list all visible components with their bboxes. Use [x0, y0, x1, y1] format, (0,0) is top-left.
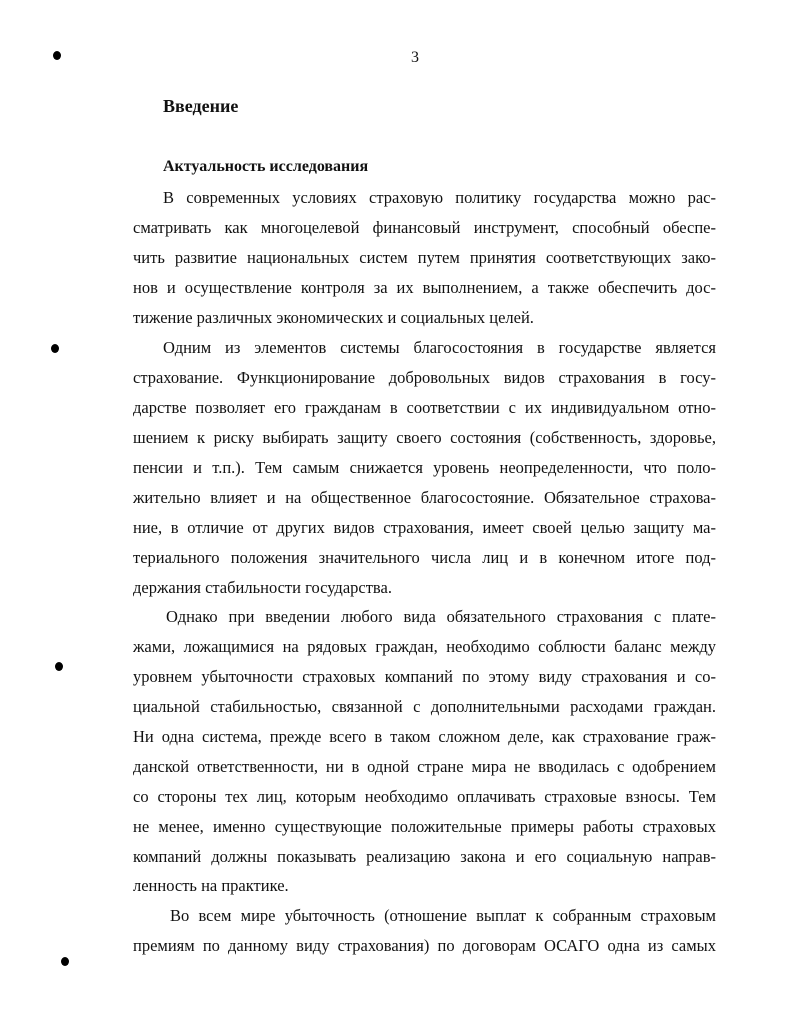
binder-hole-mark — [61, 957, 69, 966]
text-line: циальной стабильностью, связанной с дополнительными расходами граждан. — [133, 697, 716, 716]
text-line: уровнем убыточности страховых компаний по этому виду страхования и со- — [133, 667, 716, 686]
text-line: Во всем мире убыточность (отношение выплат к собранным страховым — [170, 906, 716, 925]
text-line: Одним из элементов системы благосостояния в государстве является — [163, 338, 716, 357]
text-line: держания стабильности государства. — [133, 578, 392, 597]
binder-hole-mark — [53, 51, 61, 60]
text-line: Ни одна система, прежде всего в таком сложном деле, как страхование граж- — [133, 727, 716, 746]
text-line: ленность на практике. — [133, 876, 289, 895]
text-line: териального положения значительного числа лиц и в конечном итоге под- — [133, 548, 716, 567]
text-line: нов и осуществление контроля за их выполнением, а также обеспечить дос- — [133, 278, 716, 297]
page-number: 3 — [411, 49, 419, 66]
binder-hole-mark — [55, 662, 63, 671]
text-line: чить развитие национальных систем путем принятия соответствующих зако- — [133, 248, 716, 267]
text-line: пенсии и т.п.). Тем самым снижается уровень неопределенности, что поло- — [133, 458, 716, 477]
text-line: жительно влияет и на общественное благосостояние. Обязательное страхова- — [133, 488, 716, 507]
text-line: Однако при введении любого вида обязательного страхования с плате- — [166, 607, 716, 626]
text-line: со стороны тех лиц, которым необходимо оплачивать страховые взносы. Тем — [133, 787, 716, 806]
text-line: жами, ложащимися на рядовых граждан, необходимо соблюсти баланс между — [133, 637, 716, 656]
subsection-heading: Актуальность исследования — [163, 158, 369, 175]
binder-hole-mark — [51, 344, 59, 353]
text-line: страхование. Функционирование добровольных видов страхования в госу- — [133, 368, 716, 387]
text-line: В современных условиях страховую политику государства можно рас- — [163, 188, 716, 207]
text-line: не менее, именно существующие положительные примеры работы страховых — [133, 817, 716, 836]
text-line: сматривать как многоцелевой финансовый инструмент, способный обеспе- — [133, 218, 716, 237]
text-line: ние, в отличие от других видов страхования, имеет своей целью защиту ма- — [133, 518, 716, 537]
text-line: шением к риску выбирать защиту своего состояния (собственность, здоровье, — [133, 428, 716, 447]
text-line: премиям по данному виду страхования) по договорам ОСАГО одна из самых — [133, 936, 716, 955]
text-line: компаний должны показывать реализацию закона и его социальную направ- — [133, 847, 716, 866]
text-line: тижение различных экономических и социальных целей. — [133, 308, 534, 327]
text-line: данской ответственности, ни в одной стране мира не вводилась с одобрением — [133, 757, 716, 776]
text-line: дарстве позволяет его гражданам в соответствии с их индивидуальном отно- — [133, 398, 716, 417]
section-heading: Введение — [163, 96, 239, 116]
